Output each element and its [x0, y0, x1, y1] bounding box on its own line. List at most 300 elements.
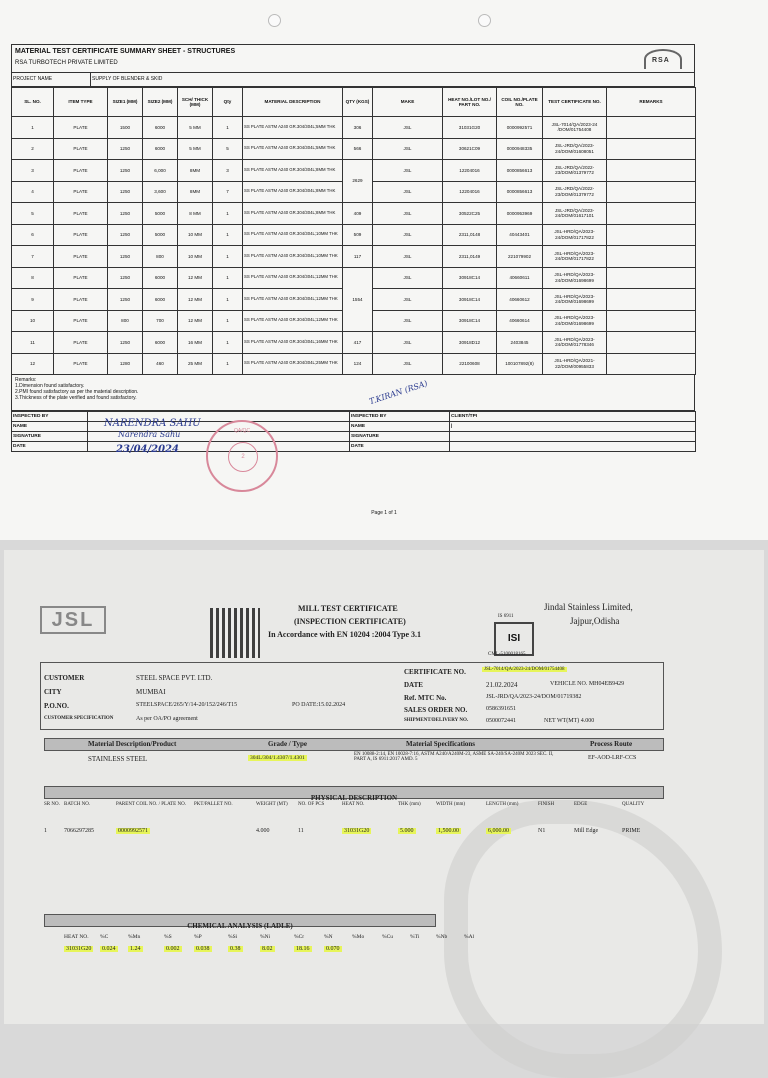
- table-cell: 509: [343, 224, 373, 246]
- table-cell: [607, 138, 696, 160]
- cml-number: CML-5100018165: [488, 652, 526, 657]
- chem-cols-cell: %Mn: [128, 934, 141, 940]
- table-cell: 10 MM: [178, 246, 213, 268]
- table-cell: 700: [143, 310, 178, 332]
- table-header-row: [12, 88, 696, 117]
- left-signature-label: SIGNATURE: [12, 432, 88, 442]
- chem-row-cell: 1.24: [130, 946, 141, 952]
- left-name-label: NAME: [12, 422, 88, 432]
- table-cell: JSL-JRD/QA/2023-24/DOM/01617101: [543, 203, 607, 225]
- left-date-label: DATE: [12, 442, 88, 452]
- chem-cols-cell: %Mo: [352, 934, 365, 940]
- table-cell: JSL: [373, 160, 443, 182]
- column-header: SIZE1 (MM): [108, 88, 143, 117]
- summary-table: [11, 87, 696, 375]
- table-cell: 2311,0149: [443, 246, 497, 268]
- table-cell: 1: [213, 224, 243, 246]
- ref-label: Ref. MTC No.: [404, 694, 447, 702]
- table-cell: 6000: [143, 138, 178, 160]
- table-cell: 40443401: [497, 224, 543, 246]
- table-cell: 22100608: [443, 353, 497, 375]
- city-label: CITY: [44, 688, 62, 696]
- table-cell: JSL-JRD/QA/2023-24/DOM/01608051: [543, 138, 607, 160]
- phys-row-cell: 0000992571: [118, 828, 148, 834]
- table-cell: 0000992571: [497, 117, 543, 139]
- table-cell: PLATE: [54, 289, 108, 311]
- table-cell: 4: [12, 181, 54, 203]
- table-cell: SS PLATE ASTM A240 GR.304/304L;8MM THK: [243, 203, 343, 225]
- date-value: 21.02.2024: [486, 681, 518, 689]
- route-header: Process Route: [590, 740, 633, 748]
- table-cell: 1554: [343, 267, 373, 332]
- client-mark: |: [450, 422, 696, 432]
- table-cell: JSL: [373, 332, 443, 354]
- table-cell: 12 MM: [178, 310, 213, 332]
- table-cell: JSL-JRD/QA/2022-23/DOM/01379772: [543, 181, 607, 203]
- table-cell: 5 MM: [178, 138, 213, 160]
- table-cell: JSL: [373, 203, 443, 225]
- table-cell: 40660612: [497, 289, 543, 311]
- table-cell: [607, 160, 696, 182]
- ref-value: JSL-JRD/QA/2023-24/DOM/01719382: [486, 694, 582, 700]
- date-label: DATE: [404, 681, 423, 689]
- table-cell: SS PLATE ASTM A240 GR.304/304L;12MM THK: [243, 267, 343, 289]
- po-value: STEELSPACE/265/Y/14-20/152/246/T15: [136, 702, 238, 708]
- phys-row-cell: 5.000: [400, 828, 414, 834]
- column-header: HEAT NO./LOT NO./ PART NO.: [443, 88, 497, 117]
- table-cell: JSL: [373, 246, 443, 268]
- ship-value: 0500072441: [486, 718, 516, 724]
- table-cell: PLATE: [54, 332, 108, 354]
- chem-row-cell: 0.070: [326, 946, 340, 952]
- handwritten-inspector: NARENDRA SAHU: [104, 418, 201, 429]
- table-cell: JSL: [373, 138, 443, 160]
- rsa-logo: [644, 49, 682, 69]
- table-cell: 5000: [143, 203, 178, 225]
- table-cell: 3: [12, 160, 54, 182]
- column-header: MATERIAL DESCRIPTION: [243, 88, 343, 117]
- column-header: ITEM TYPE: [54, 88, 108, 117]
- table-row: [12, 246, 696, 268]
- table-cell: JSL: [373, 224, 443, 246]
- table-cell: JSL-7014/QA/2023-24 /DOM/01754408: [543, 117, 607, 139]
- table-cell: JSL: [373, 310, 443, 332]
- remarks-line: 3.Thickness of the plate verified and found satisfactory.: [15, 395, 137, 401]
- table-cell: 0000856613: [497, 160, 543, 182]
- table-cell: 6000: [143, 332, 178, 354]
- table-cell: 25 MM: [178, 353, 213, 375]
- column-header: SL. NO.: [12, 88, 54, 117]
- table-cell: SS PLATE ASTM A240 GR.304/304L;8MM THK: [243, 181, 343, 203]
- table-row: [12, 160, 696, 182]
- chem-row-cell: 0.002: [166, 946, 180, 952]
- phys-row-cell: N1: [538, 828, 546, 834]
- table-cell: JSL: [373, 117, 443, 139]
- table-cell: 12: [12, 353, 54, 375]
- mtc-subtitle: (INSPECTION CERTIFICATE): [294, 617, 406, 626]
- phys-cols-cell: HEAT NO.: [342, 802, 365, 807]
- mill-test-certificate: [4, 550, 764, 1024]
- table-cell: JSL-HRD/QA/2021-22/DOM/00955833: [543, 353, 607, 375]
- net-weight: NET WT(MT) 4.000: [544, 718, 595, 724]
- table-cell: 16 MM: [178, 332, 213, 354]
- remarks-line: Remarks:: [15, 377, 37, 383]
- phys-cols-cell: SR NO.: [44, 802, 60, 807]
- chem-cols-cell: %N: [324, 934, 333, 940]
- table-cell: 5: [213, 138, 243, 160]
- table-cell: 1250: [108, 181, 143, 203]
- grade-value: 304L/304/1.4307/1.4301: [250, 755, 305, 761]
- phys-row-cell: 31031G20: [344, 828, 370, 834]
- chem-row-cell: 0.024: [102, 946, 116, 952]
- phys-row-cell: 11: [298, 828, 304, 834]
- phys-cols-cell: FINISH: [538, 802, 555, 807]
- table-cell: 1250: [108, 289, 143, 311]
- cert-label: CERTIFICATE NO.: [404, 668, 466, 676]
- po-date: PO DATE:15.02.2024: [292, 702, 346, 708]
- table-cell: 30918C14: [443, 310, 497, 332]
- chem-cols-cell: %Cu: [382, 934, 393, 940]
- phys-row-cell: 6,000.00: [488, 828, 509, 834]
- table-cell: [607, 181, 696, 203]
- table-cell: 1500: [108, 117, 143, 139]
- physical-header-bar: [44, 786, 664, 802]
- right-name-label: NAME: [350, 422, 450, 432]
- table-cell: [607, 117, 696, 139]
- table-cell: [607, 267, 696, 289]
- material-desc: STAINLESS STEEL: [88, 755, 148, 763]
- phys-cols-cell: EDGE: [574, 802, 588, 807]
- page-number: Page 1 of 1: [371, 510, 397, 516]
- table-cell: JSL-HRD/QA/2023-24/DOM/01717822: [543, 224, 607, 246]
- table-cell: 8MM: [178, 160, 213, 182]
- table-cell: 6,000: [143, 160, 178, 182]
- spec-value: As per OA/PO agreement: [136, 716, 198, 722]
- city-value: MUMBAI: [136, 688, 166, 696]
- phys-row-cell: Mill Edge: [574, 828, 599, 834]
- table-cell: PLATE: [54, 224, 108, 246]
- table-cell: JSL-HRD/QA/2023-24/DOM/01778346: [543, 332, 607, 354]
- table-cell: 30621C09: [443, 138, 497, 160]
- table-cell: 30918C14: [443, 267, 497, 289]
- table-cell: [607, 224, 696, 246]
- chemical-header-bar: [44, 914, 436, 930]
- ship-label: SHIPMENT/DELIVERY NO.: [404, 718, 469, 723]
- table-cell: 2: [12, 138, 54, 160]
- material-desc-header: Material Description/Product: [88, 740, 177, 748]
- right-date-label: DATE: [350, 442, 450, 452]
- phys-cols-cell: PARENT COIL NO. / PLATE NO.: [116, 802, 186, 807]
- table-cell: 10: [12, 310, 54, 332]
- table-cell: JSL-HRD/QA/2023-24/DOM/01698699: [543, 289, 607, 311]
- mtc-standard: In Accordance with EN 10204 :2004 Type 3.1: [268, 630, 422, 639]
- table-cell: 1250: [108, 203, 143, 225]
- sheet-title: MATERIAL TEST CERTIFICATE SUMMARY SHEET - STRUCTURES: [15, 48, 236, 55]
- table-cell: 6000: [143, 117, 178, 139]
- table-cell: 10 MM: [178, 224, 213, 246]
- so-value: 0586391651: [486, 706, 516, 712]
- remarks-line: 1.Dimension found satisfactory.: [15, 383, 85, 389]
- table-cell: PLATE: [54, 117, 108, 139]
- table-cell: JSL: [373, 267, 443, 289]
- chem-row-cell: 31031G20: [66, 946, 92, 952]
- table-cell: 30522C25: [443, 203, 497, 225]
- table-row: [12, 353, 696, 375]
- column-header: TEST CERTIFICATE NO.: [543, 88, 607, 117]
- summary-table-wrap: [11, 44, 695, 452]
- table-cell: 1250: [108, 267, 143, 289]
- table-cell: 417: [343, 332, 373, 354]
- column-header: SIZE2 (MM): [143, 88, 178, 117]
- isi-code: IS 6911: [498, 614, 514, 619]
- remarks-line: 2.PMI found satisfactory as per the material description.: [15, 389, 139, 395]
- table-cell: 8MM: [178, 181, 213, 203]
- jsl-logo: JSL: [40, 606, 106, 634]
- table-cell: 11: [12, 332, 54, 354]
- jsl-company: Jindal Stainless Limited,: [544, 602, 633, 612]
- watermark-logo: [444, 800, 722, 1078]
- table-cell: PLATE: [54, 267, 108, 289]
- spec-value-text: EN 10088-2:14, EN 10028-7:16, ASTM A240/A240M-23, ASME SA-240/SA-240M 2023 SEC. II, PART A, IS 6911:2017 AMD. 5: [354, 752, 554, 762]
- chem-cols-cell: %Al: [464, 934, 475, 940]
- table-cell: JSL-HRD/QA/2023-24/DOM/01698699: [543, 310, 607, 332]
- table-cell: 6000: [143, 289, 178, 311]
- table-cell: 2403845: [497, 332, 543, 354]
- project-value: SUPPLY OF BLENDER & SKID: [91, 73, 695, 87]
- phys-row-cell: PRIME: [622, 828, 641, 834]
- table-cell: 1: [213, 246, 243, 268]
- chem-cols-cell: HEAT NO.: [64, 934, 89, 940]
- table-cell: SS PLATE ASTM A240 GR.304/304L;10MM THK: [243, 246, 343, 268]
- table-cell: 1: [213, 117, 243, 139]
- table-cell: 117: [343, 246, 373, 268]
- phys-cols-cell: NO. OF PCS: [298, 802, 325, 807]
- table-cell: 1: [213, 267, 243, 289]
- table-cell: 0000856613: [497, 181, 543, 203]
- physical-header: PHYSICAL DESCRIPTION: [310, 794, 398, 802]
- table-row: [12, 224, 696, 246]
- table-cell: 5 MM: [178, 117, 213, 139]
- chem-row-cell: 8.02: [262, 946, 273, 952]
- isi-mark-icon: ISI: [494, 622, 534, 656]
- table-cell: PLATE: [54, 310, 108, 332]
- table-row: [12, 117, 696, 139]
- right-signature-label: SIGNATURE: [350, 432, 450, 442]
- table-cell: [607, 353, 696, 375]
- column-header: SCH/ THICK (MM): [178, 88, 213, 117]
- table-cell: JSL: [373, 181, 443, 203]
- table-cell: 7: [12, 246, 54, 268]
- table-cell: 1280: [108, 353, 143, 375]
- table-cell: 2311,0148: [443, 224, 497, 246]
- chem-cols-cell: %Ti: [410, 934, 420, 940]
- table-cell: 221079902: [497, 246, 543, 268]
- chem-cols-cell: %Si: [228, 934, 238, 940]
- phys-row-cell: 1: [44, 828, 47, 834]
- phys-row-cell: 7066297285: [64, 828, 94, 834]
- table-cell: 12204016: [443, 160, 497, 182]
- chem-row-cell: 0.038: [196, 946, 210, 952]
- table-cell: 409: [343, 203, 373, 225]
- grade-header: Grade / Type: [268, 740, 308, 748]
- vehicle-value: VEHICLE NO. MH04EB9429: [550, 681, 625, 687]
- phys-cols-cell: QUALITY: [622, 802, 645, 807]
- table-row: [12, 332, 696, 354]
- chem-cols-cell: %S: [164, 934, 172, 940]
- table-cell: 12 MM: [178, 289, 213, 311]
- table-cell: JSL-HRD/QA/2023-24/DOM/01698699: [543, 267, 607, 289]
- table-cell: 1: [213, 353, 243, 375]
- table-cell: 800: [143, 246, 178, 268]
- phys-cols-cell: WIDTH (mm): [436, 802, 466, 807]
- column-header: COIL NO./PLATE NO.: [497, 88, 543, 117]
- table-cell: PLATE: [54, 138, 108, 160]
- phys-row-cell: 1,500.00: [438, 828, 459, 834]
- table-cell: PLATE: [54, 203, 108, 225]
- chem-cols-cell: %Cr: [294, 934, 305, 940]
- table-cell: SS PLATE ASTM A240 GR.304/304L;10MM THK: [243, 224, 343, 246]
- chem-cols-cell: %Ni: [260, 934, 271, 940]
- table-cell: JSL: [373, 353, 443, 375]
- chemical-header: CHEMICAL ANALYSIS (LADLE): [187, 922, 293, 930]
- phys-cols-cell: LENGTH (mm): [486, 802, 519, 807]
- table-cell: 1: [213, 310, 243, 332]
- table-cell: [607, 289, 696, 311]
- table-cell: 460: [143, 353, 178, 375]
- table-cell: 1250: [108, 160, 143, 182]
- company-name: RSA TURBOTECH PRIVATE LIMITED: [15, 60, 118, 66]
- table-cell: 8 MM: [178, 203, 213, 225]
- table-cell: 1250: [108, 224, 143, 246]
- table-cell: 1: [12, 117, 54, 139]
- remarks-block: [11, 375, 695, 411]
- table-cell: 6000: [143, 267, 178, 289]
- column-header: REMARKS: [607, 88, 696, 117]
- table-cell: 1250: [108, 138, 143, 160]
- phys-row-cell: 4.000: [256, 828, 270, 834]
- spec-label: CUSTOMER SPECIFICATION: [44, 716, 114, 721]
- right-date-value: [450, 442, 696, 452]
- right-inspected-label: INSPECTED BY: [350, 412, 450, 422]
- phys-cols-cell: PKT/PALLET NO.: [194, 802, 233, 807]
- table-cell: 306: [343, 117, 373, 139]
- phys-cols-cell: WEIGHT (MT): [256, 802, 288, 807]
- table-cell: 3: [213, 160, 243, 182]
- table-cell: 800: [108, 310, 143, 332]
- phys-cols-cell: THK (mm): [398, 802, 421, 807]
- route-value: EF-AOD-LRF-CCS: [588, 755, 637, 761]
- column-header: QTY (KGS): [343, 88, 373, 117]
- table-cell: 1: [213, 203, 243, 225]
- chem-cols-cell: %Nb: [436, 934, 448, 940]
- jsl-location: Jajpur,Odisha: [570, 616, 620, 626]
- table-cell: JSL-HRD/QA/2023-24/DOM/01717822: [543, 246, 607, 268]
- table-cell: 8: [12, 267, 54, 289]
- customer-value: STEEL SPACE PVT. LTD.: [136, 674, 213, 682]
- cert-value: JSL-7014/QA/2023-24/DOM/01754408: [484, 667, 565, 672]
- table-cell: [607, 246, 696, 268]
- table-cell: 0000953969: [497, 203, 543, 225]
- table-cell: 1: [213, 289, 243, 311]
- table-row: [12, 203, 696, 225]
- table-cell: 1250: [108, 246, 143, 268]
- table-cell: 5000: [143, 224, 178, 246]
- table-cell: PLATE: [54, 181, 108, 203]
- table-cell: 12204016: [443, 181, 497, 203]
- table-cell: 40660614: [497, 310, 543, 332]
- table-cell: PLATE: [54, 160, 108, 182]
- client-label: CLIENT/TPI: [450, 412, 696, 422]
- table-cell: 124: [343, 353, 373, 375]
- table-cell: 1250: [108, 332, 143, 354]
- table-cell: 9: [12, 289, 54, 311]
- qa-stamp: [206, 420, 278, 492]
- so-label: SALES ORDER NO.: [404, 706, 468, 714]
- handwritten-right-sign: T.KIRAN (RSA): [368, 378, 429, 407]
- table-cell: 40660611: [497, 267, 543, 289]
- chem-row-cell: 18.16: [296, 946, 310, 952]
- project-table: [11, 72, 695, 87]
- table-cell: [607, 310, 696, 332]
- table-cell: SS PLATE ASTM A240 GR.304/304L;8MM THK: [243, 160, 343, 182]
- table-row: [12, 267, 696, 289]
- table-cell: SS PLATE ASTM A240 GR.304/304L;12MM THK: [243, 289, 343, 311]
- po-label: P.O.NO.: [44, 702, 69, 710]
- table-cell: 5: [12, 203, 54, 225]
- table-cell: 3,600: [143, 181, 178, 203]
- table-cell: PLATE: [54, 353, 108, 375]
- chem-row-cell: 0.38: [230, 946, 241, 952]
- stamp-number: 2: [228, 442, 258, 472]
- table-cell: 30918C14: [443, 289, 497, 311]
- table-cell: SS PLATE ASTM A240 GR.304/304L;5MM THK: [243, 117, 343, 139]
- chem-cols-cell: %C: [100, 934, 109, 940]
- table-cell: 6: [12, 224, 54, 246]
- rsa-logo-text: RSA: [652, 57, 670, 64]
- column-header: MAKE: [373, 88, 443, 117]
- right-signature-value: [450, 432, 696, 442]
- customer-label: CUSTOMER: [44, 674, 85, 682]
- handwritten-name: Narendra Sahu: [118, 430, 181, 439]
- left-inspected-label: INSPECTED BY: [12, 412, 88, 422]
- sheet-header: [11, 44, 695, 72]
- table-cell: [607, 203, 696, 225]
- table-cell: [607, 332, 696, 354]
- table-cell: PLATE: [54, 246, 108, 268]
- table-row: [12, 138, 696, 160]
- table-cell: JSL-JRD/QA/2022-23/DOM/01379772: [543, 160, 607, 182]
- table-cell: SS PLATE ASTM A240 GR.304/304L;25MM THK: [243, 353, 343, 375]
- spec-header: Material Specifications: [406, 740, 476, 748]
- table-cell: 12 MM: [178, 267, 213, 289]
- column-header: Qty: [213, 88, 243, 117]
- qr-code-icon: [210, 608, 260, 658]
- table-cell: SS PLATE ASTM A240 GR.304/304L;12MM THK: [243, 310, 343, 332]
- handwritten-date: 23/04/2024: [116, 444, 179, 455]
- table-cell: 7: [213, 181, 243, 203]
- chem-cols-cell: %P: [194, 934, 202, 940]
- project-label: PROJECT NAME: [12, 73, 91, 87]
- table-cell: 1: [213, 332, 243, 354]
- table-cell: 30918D12: [443, 332, 497, 354]
- stamp-text: QA/QC: [233, 428, 251, 434]
- table-cell: 31031G20: [443, 117, 497, 139]
- phys-cols-cell: BATCH NO.: [64, 802, 91, 807]
- table-cell: SS PLATE ASTM A240 GR.304/304L;5MM THK: [243, 138, 343, 160]
- table-cell: 2629: [343, 160, 373, 203]
- table-cell: SS PLATE ASTM A240 GR.304/304L;16MM THK: [243, 332, 343, 354]
- table-cell: 100107892(8): [497, 353, 543, 375]
